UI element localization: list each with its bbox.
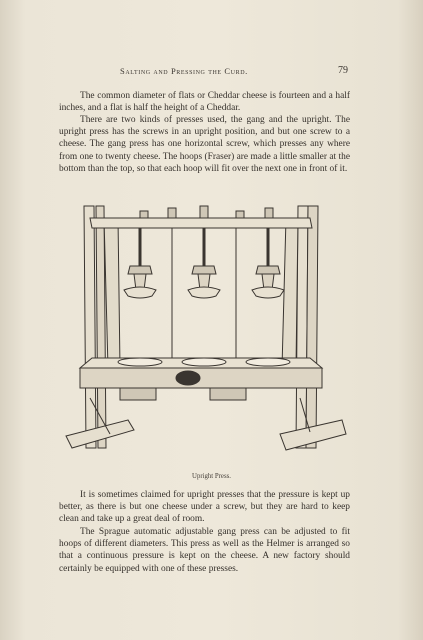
figure-caption: Upright Press. xyxy=(192,473,231,480)
page-number: 79 xyxy=(338,65,348,76)
upright-press-illustration xyxy=(60,198,350,470)
paragraph-2: There are two kinds of presses used, the gang and the upright. The upright press has the screws in an upright position, and but one screw to a cheese. The gang press has one horizontal screw, which presses any where from one to twenty cheese. The hoops (Fraser) are made a little smaller at the bottom than the top, so that each hoop will fit over the next one in front of it. xyxy=(59,115,350,174)
running-head: Salting and Pressing the Curd. xyxy=(120,66,248,76)
paragraph-3: It is sometimes claimed for upright presses that the pressure is kept up better, as there is but one cheese under a screw, but they are hard to keep clean and take up a great deal of room. xyxy=(59,490,350,525)
paragraph-4: The Sprague automatic adjustable gang press can be adjusted to fit hoops of different diameters. This press as well as the Helmer is arranged so that a continuous pressure is kept on the cheese. A new factory should certainly be equipped with one of these presses. xyxy=(59,527,350,574)
paragraph-1: The common diameter of flats or Cheddar cheese is fourteen and a half inches, and a flat is half the height of a Cheddar. xyxy=(59,91,350,114)
page-header xyxy=(80,66,348,80)
